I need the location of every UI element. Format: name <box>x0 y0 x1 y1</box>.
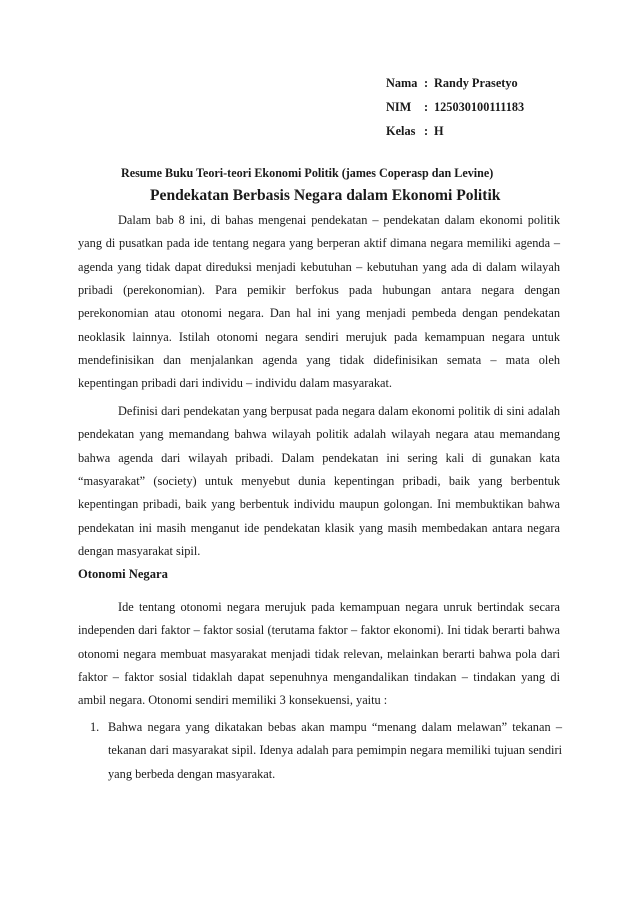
class-separator: : <box>424 124 429 138</box>
list-item-text: Bahwa negara yang dikatakan bebas akan mampu “menang dalam melawan” tekanan – tekanan dari masyarakat sipil. Idenya adalah para pemimpin negara memiliki tujuan sendiri yang berbeda dengan masyarakat. <box>108 720 562 781</box>
paragraph-intro: Dalam bab 8 ini, di bahas mengenai pendekatan – pendekatan dalam ekonomi politik yang di pusatkan pada ide tentang negara yang berperan aktif dimana negara memiliki agenda – agenda yang tidak dapat direduksi menjadi kebutuhan – kebutuhan yang ada di dalam wilayah pribadi (perekonomian). Para pemikir berfokus pada hubungan antara negara dengan perekonomian atau otonomi negara. Dan hal ini yang menjadi pembeda dengan pendekatan neoklasik lainnya. Istilah otonomi negara sendiri merujuk pada kemampuan negara untuk mendefinisikan dan menjalankan agenda yang tidak didefinisikan semata – mata oleh kepentingan pribadi dari individu – individu dalam masyarakat. <box>78 213 560 391</box>
name-row <box>386 71 524 95</box>
name-label: Nama <box>386 76 418 90</box>
paragraph-definition: Definisi dari pendekatan yang berpusat pada negara dalam ekonomi politik di sini adalah pendekatan yang memandang bahwa wilayah politik adalah wilayah negara atau memandang bahwa agenda dari wilayah pribadi. Dalam pendekatan ini sering kali di gunakan kata “masyarakat” (society) untuk menyebut dunia kepentingan pribadi, baik yang berbentuk kepentingan pribadi, baik yang berbentuk individu maupun golongan. Ini membuktikan bahwa pendekatan ini masih menganut ide pendekatan klasik yang masih membedakan antara negara dengan masyarakat sipil. <box>78 404 560 559</box>
name-value: Randy Prasetyo <box>434 76 518 90</box>
nim-label: NIM <box>386 100 412 114</box>
student-identity <box>386 71 524 143</box>
list-item-number: 1. <box>90 720 100 734</box>
page-title: Pendekatan Berbasis Negara dalam Ekonomi Politik <box>150 187 501 204</box>
list-item <box>78 716 562 786</box>
nim-value: 125030100111183 <box>434 100 525 114</box>
class-value: H <box>434 124 444 138</box>
name-separator: : <box>424 76 429 90</box>
class-row <box>386 119 524 143</box>
section-heading: Otonomi Negara <box>78 567 168 581</box>
resume-subtitle: Resume Buku Teori-teori Ekonomi Politik (james Coperasp dan Levine) <box>121 166 494 180</box>
nim-row <box>386 95 524 119</box>
paragraph-autonomy: Ide tentang otonomi negara merujuk pada kemampuan negara unruk bertindak secara independen dari faktor – faktor sosial (terutama faktor – faktor ekonomi). Ini tidak berarti bahwa otonomi negara membuat masyarakat menjadi tidak relevan, melainkan berarti bahwa pola dari faktor – faktor sosial tidaklah dapat sepenuhnya mengandalikan tindakan – tindakan yang di ambil negara. Otonomi sendiri memiliki 3 konsekuensi, yaitu : <box>78 600 560 708</box>
consequence-list <box>78 716 562 786</box>
nim-separator: : <box>424 100 429 114</box>
class-label: Kelas <box>386 124 416 138</box>
